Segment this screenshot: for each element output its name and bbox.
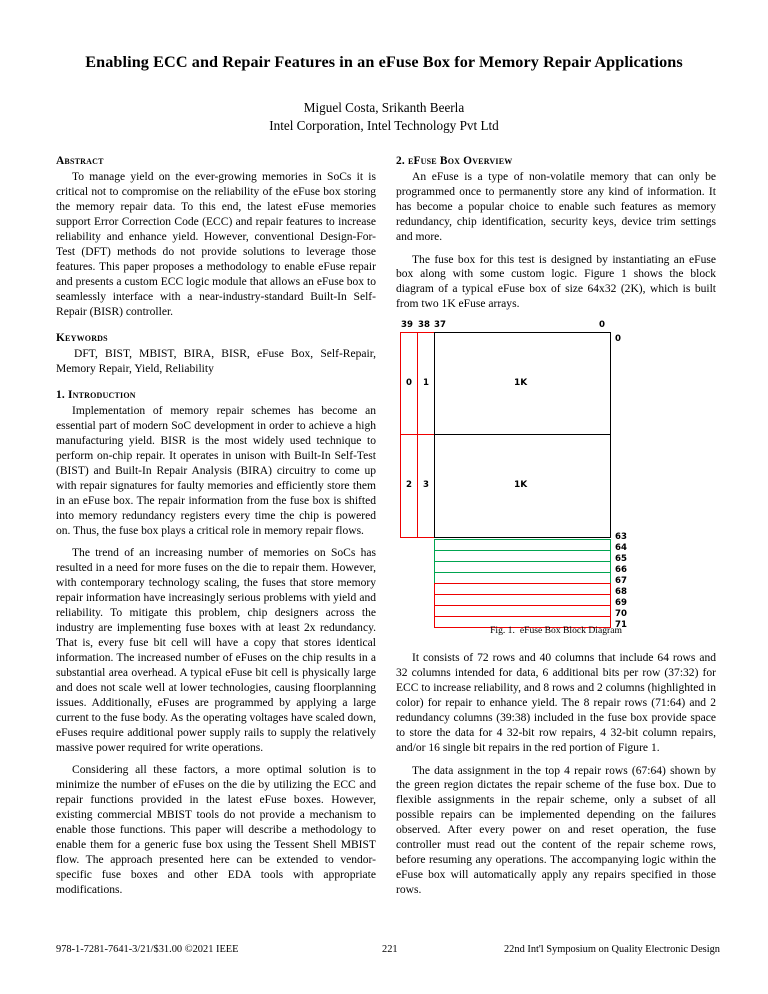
row-label-69: 69: [615, 598, 627, 609]
abstract-text: To manage yield on the ever-growing memories in SoCs it is critical not to compromise on the reliability of the eFuse box storing the memory repair data. To this end, the latest eFuse memories support Error Correction Code (ECC) and repair features to increase reliability and enhance yield. However, conventional Design-For-Test (DFT) methods do not provide solutions to leverage those features. This paper proposes a methodology to enable eFuse repair and presents a custom ECC logic module that allows an eFuse box to seamlessly interface with a near-industry-standard Built-In Self-Repair (BISR) controller.: [56, 171, 376, 318]
left-column: [56, 154, 376, 905]
keywords-text: DFT, BIST, MBIST, BIRA, BISR, eFuse Box, Self-Repair, Memory Repair, Yield, Reliability: [56, 348, 376, 375]
row-label-65: 65: [615, 554, 627, 565]
introduction-paragraph-2: The trend of an increasing number of memories on SoCs has resulted in a need for more fuses on the die to repair them. However, with contemporary technology scaling, the fuses that store memory repair information have increasingly serious problems with yield and reliability. To mitigate this problem, chip designers across the industry are implementing fuse boxes with at least 2x redundancy. That is, every fuse bit cell will have a copy that stores identical information. The increased number of eFuses on the chip results in a substantial area overhead. A typical eFuse bit cell is physically large and does not scale well at lower technologies, causing floorplanning issues. Additionally, eFuses are programmed by applying a large current to the fuse body. As the operating voltages have scaled down, eFuses require additional power supply rails to supply the relatively massive power required for write operations.: [56, 547, 376, 754]
row-label-71: 71: [615, 620, 627, 631]
row-label-67: 67: [615, 576, 627, 587]
quadrant-label-1: 1: [423, 378, 429, 389]
array-label-upper-1k: 1K: [514, 378, 528, 389]
authors: Miguel Costa, Srikanth Beerla: [303, 99, 465, 115]
page-title: Enabling ECC and Repair Features in an eFuse Box for Memory Repair Applications: [85, 53, 683, 71]
introduction-heading: 1. Introduction: [56, 388, 136, 401]
footer-conference: 22nd Int'l Symposium on Quality Electronic Design: [503, 944, 720, 955]
title-block: [84, 52, 684, 136]
introduction-paragraph-3: Considering all these factors, a more optimal solution is to minimize the number of eFuses on the die by utilizing the ECC and repair functions provided in the latest eFuse boxes. However, existing commercial MBIST tools do not provide a mechanism to enable those functions. This paper will describe a methodology to enable them for a generic fuse box using the Tessent Shell MBIST flow. The approach presented here can be extended to vendor-specific fuse boxes and other EDA tools with appropriate modifications.: [56, 764, 376, 896]
quadrant-label-0: 0: [406, 378, 412, 389]
after-figure-paragraph-2: The data assignment in the top 4 repair rows (67:64) shown by the green region dictates the repair scheme of the fuse box. Due to flexible assignments in the repair scheme, only a subset of all possible repairs can be implemented depending on the failures observed. After every power on and reset operation, the fuse controller must read out the content of the repair scheme rows, before resuming any operations. The accompanying logic within the eFuse box will automatically apply any repairs specified in those rows.: [396, 764, 716, 897]
figure-caption-number: Fig. 1.: [490, 625, 515, 637]
row-label-64: 64: [615, 543, 627, 554]
column-label-39: 39: [401, 320, 413, 331]
efuse-overview-heading: 2. eFuse Box Overview: [396, 155, 513, 167]
introduction-paragraph-1: Implementation of memory repair schemes has become an essential part of modern SoC development in order to achieve a high manufacturing yield. BISR is the most widely used technique to perform on-chip repair. It operates in unison with Built-In Self-Test (BIST) and Built-In Repair Analysis (BIRA) circuitry to come up with repair signatures for faulty memories and efficiently store them in an eFuse box. The repair information from the fuse box is shifted into memory redundancy registers every time the chip is powered on. Thus, the fuse box plays a critical role in memory repair flows.: [56, 405, 376, 537]
page-footer: [56, 944, 720, 964]
column-label-37: 37: [434, 320, 446, 331]
row-label-63: 63: [615, 532, 627, 543]
abstract-heading: Abstract: [56, 155, 104, 167]
quadrant-label-2: 2: [406, 480, 412, 491]
column-label-38: 38: [418, 320, 430, 331]
body-columns: [0, 154, 768, 914]
row-label-66: 66: [615, 565, 627, 576]
affiliation: Intel Corporation, Intel Technology Pvt Ltd: [269, 118, 499, 134]
keywords-heading: Keywords: [56, 331, 108, 344]
figure-caption-text: eFuse Box Block Diagram: [519, 625, 622, 637]
quadrant-label-3: 3: [423, 480, 429, 491]
row-label-0: 0: [615, 334, 621, 345]
overview-paragraph-2: The fuse box for this test is designed by instantiating an eFuse box along with some custom logic. Figure 1 shows the block diagram of a typical eFuse box of size 64x32 (2K), which is built from two 1K eFuse arrays.: [396, 253, 716, 311]
footer-page-number: 221: [382, 944, 398, 955]
right-column: [396, 154, 716, 906]
column-label-0: 0: [599, 320, 605, 331]
row-label-68: 68: [615, 587, 627, 598]
row-label-70: 70: [615, 609, 627, 620]
overview-paragraph-1: An eFuse is a type of non-volatile memory that can only be programmed once to permanently store any kind of information. It has become a popular choice to enable such features as memory redundancy, chip identification, security keys, device trim settings and more.: [396, 171, 716, 244]
array-label-lower-1k: 1K: [514, 480, 528, 491]
footer-isbn: 978-1-7281-7641-3/21/$31.00 ©2021 IEEE: [56, 944, 239, 955]
after-figure-paragraph-1: It consists of 72 rows and 40 columns that include 64 rows and 32 columns intended for data, 6 additional bits per row (37:32) for ECC to increase reliability, and 8 rows and 2 columns (highlighted in color) for repair to enhance yield. The 8 repair rows (71:64) and 2 redundancy columns (39:38) included in the fuse box provide space to store the data for 4 32-bit row repairs, 4 32-bit column repairs, and/or 16 single bit repairs in the red portion of Figure 1.: [396, 652, 716, 755]
figure-caption: [396, 625, 716, 637]
figure-1: [396, 321, 716, 651]
